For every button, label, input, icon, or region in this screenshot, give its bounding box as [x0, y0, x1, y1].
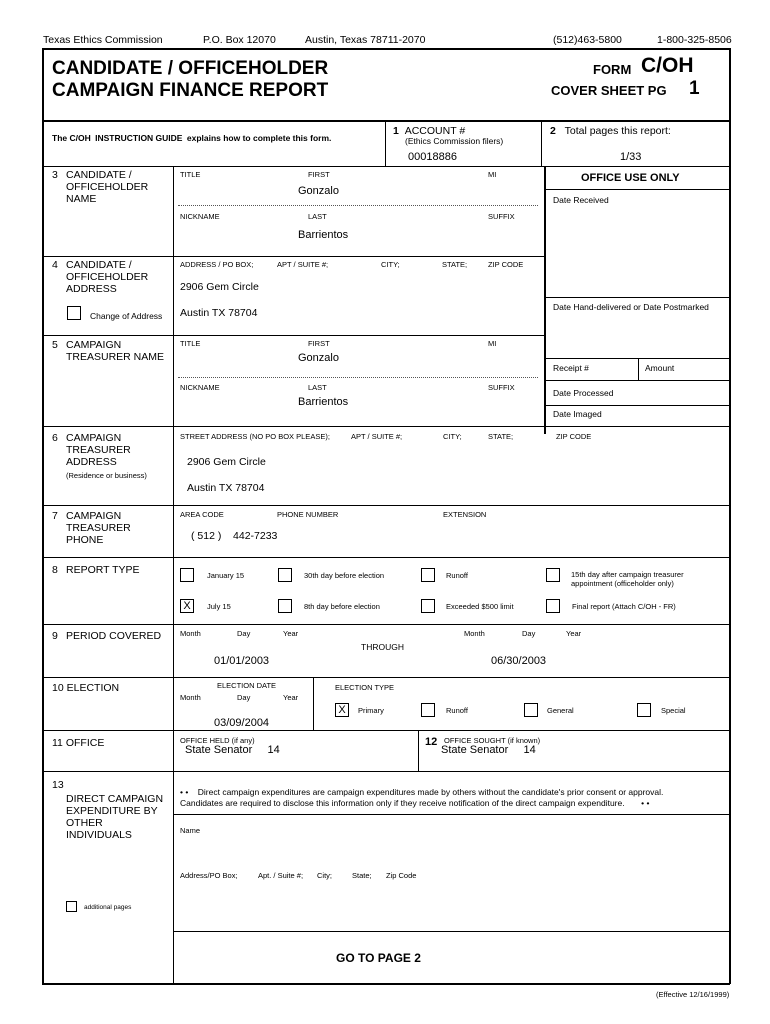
receipt-number-label: Receipt # — [553, 363, 589, 373]
date-imaged-label: Date Imaged — [553, 409, 602, 419]
sec5-mi-label: MI — [488, 339, 497, 348]
sec6-label: CAMPAIGN TREASURER ADDRESS — [66, 432, 131, 468]
sec3-last-label: LAST — [308, 212, 327, 221]
sec9-from-month-label: Month — [180, 629, 201, 638]
report-jul15-label: July 15 — [207, 602, 231, 611]
office-use-box-left — [544, 166, 546, 434]
election-day-label: Day — [237, 693, 251, 702]
office-held-value[interactable]: State Senator 14 — [185, 744, 280, 756]
sec6-apt-label: APT / SUITE #; — [351, 432, 403, 441]
election-special-checkbox[interactable] — [637, 703, 651, 717]
election-general-label: General — [547, 706, 574, 715]
sec5-nickname-label: NICKNAME — [180, 383, 220, 392]
account-number-value[interactable]: 00018886 — [408, 151, 457, 163]
sec5-number: 5 — [52, 339, 58, 351]
total-pages-label: 2 Total pages this report: — [550, 125, 671, 137]
cover-sheet-label: COVER SHEET PG — [551, 83, 667, 98]
sec6-city-state-zip[interactable]: Austin TX 78704 — [187, 482, 265, 494]
total-pages-value[interactable]: 1/33 — [620, 151, 642, 163]
report-runoff-checkbox[interactable] — [421, 568, 435, 582]
sec4-apt-label: APT / SUITE #; — [277, 260, 329, 269]
report-exceeded-label: Exceeded $500 limit — [446, 602, 514, 611]
account-sub-label: (Ethics Commission filers) — [405, 136, 504, 146]
title-divider — [42, 120, 730, 122]
sec13-zip-label: Zip Code — [386, 871, 417, 880]
form-prefix: FORM — [593, 62, 632, 77]
report-30day-checkbox[interactable] — [278, 568, 292, 582]
sec13-apt-label: Apt. / Suite #; — [258, 871, 304, 880]
sec5-label: CAMPAIGN TREASURER NAME — [66, 339, 165, 363]
sec9-through-label: THROUGH — [361, 642, 404, 652]
sec3-number: 3 — [52, 169, 58, 181]
sec3-nickname-label: NICKNAME — [180, 212, 220, 221]
sec4-label: CANDIDATE / OFFICEHOLDER ADDRESS — [66, 259, 149, 295]
sec3-label: CANDIDATE / OFFICEHOLDER NAME — [66, 169, 149, 205]
sec3-title-label: TITLE — [180, 170, 201, 179]
sec6-number: 6 — [52, 432, 58, 444]
frame-bottom — [42, 983, 730, 985]
go-to-page-2: GO TO PAGE 2 — [336, 951, 421, 965]
sec7-phone-value[interactable]: ( 512 ) 442-7233 — [191, 530, 278, 542]
sec10-label: 10 ELECTION — [52, 682, 120, 694]
sec9-to-month-label: Month — [464, 629, 485, 638]
sec7-area-code-label: AREA CODE — [180, 510, 224, 519]
instruction-prefix: The C/OH — [52, 133, 91, 143]
change-of-address-label: Change of Address — [90, 311, 163, 321]
report-8day-checkbox[interactable] — [278, 599, 292, 613]
sec9-number: 9 — [52, 630, 58, 642]
instruction-text — [52, 134, 331, 143]
amount-label: Amount — [645, 363, 675, 373]
sec5-last-label: LAST — [308, 383, 327, 392]
account-number-label: 1 ACCOUNT # — [393, 125, 466, 137]
agency-city: Austin, Texas 78711-2070 — [305, 34, 426, 46]
sec9-to-day-label: Day — [522, 629, 536, 638]
sec9-to-year-label: Year — [566, 629, 582, 638]
sec3-last-name[interactable]: Barrientos — [298, 229, 349, 241]
date-processed-label: Date Processed — [553, 388, 614, 398]
sec13-number: 13 — [52, 779, 64, 791]
date-received-label: Date Received — [553, 195, 609, 205]
change-of-address-checkbox[interactable] — [67, 306, 81, 320]
election-type-label: ELECTION TYPE — [335, 683, 395, 692]
sec13-note-line2: Candidates are required to disclose this information only if they receive notification of the direct campaign expenditure. • • — [180, 798, 650, 808]
sec13-address-label: Address/PO Box; — [180, 871, 238, 880]
sec7-phone-label: PHONE NUMBER — [277, 510, 339, 519]
sec5-suffix-label: SUFFIX — [488, 383, 515, 392]
sec6-note: (Residence or business) — [66, 471, 147, 480]
sec3-first-name[interactable]: Gonzalo — [298, 185, 339, 197]
election-date-label: ELECTION DATE — [217, 681, 277, 690]
po-box: P.O. Box 12070 — [203, 34, 276, 46]
sec4-city-state-zip[interactable]: Austin TX 78704 — [180, 307, 258, 319]
cover-page-number: 1 — [689, 78, 700, 99]
effective-date: (Effective 12/16/1999) — [656, 990, 730, 999]
election-year-label: Year — [283, 693, 299, 702]
sec4-city-label: CITY; — [381, 260, 400, 269]
sec4-number: 4 — [52, 259, 58, 271]
election-primary-label: Primary — [358, 706, 384, 715]
sec6-street-label: STREET ADDRESS (NO PO BOX PLEASE); — [180, 432, 330, 441]
report-8day-label: 8th day before election — [304, 602, 380, 611]
sec4-street[interactable]: 2906 Gem Circle — [180, 281, 259, 293]
sec8-number: 8 — [52, 564, 58, 576]
sec7-extension-label: EXTENSION — [443, 510, 487, 519]
sec5-first-name[interactable]: Gonzalo — [298, 352, 339, 364]
report-exceeded-checkbox[interactable] — [421, 599, 435, 613]
agency-tollfree: 1-800-325-8506 — [657, 34, 732, 46]
election-primary-checkbox[interactable]: X — [335, 703, 349, 717]
frame-left — [42, 48, 44, 984]
election-runoff-checkbox[interactable] — [421, 703, 435, 717]
period-from-date[interactable]: 01/01/2003 — [214, 655, 270, 667]
sec6-zip-label: ZIP CODE — [556, 432, 592, 441]
form-title-line1: CANDIDATE / OFFICEHOLDER — [52, 58, 329, 79]
report-final-label: Final report (Attach C/OH - FR) — [572, 602, 676, 611]
report-15day-label: 15th day after campaign treasurer appointment (officeholder only) — [571, 570, 684, 588]
sec11-label: 11 OFFICE — [52, 737, 105, 749]
sec6-city-label: CITY; — [443, 432, 462, 441]
sec6-street[interactable]: 2906 Gem Circle — [187, 456, 266, 468]
label-column-divider — [173, 166, 174, 984]
election-general-checkbox[interactable] — [524, 703, 538, 717]
report-runoff-label: Runoff — [446, 571, 468, 580]
sec12-number: 12 — [425, 736, 438, 748]
sec9-from-year-label: Year — [283, 629, 299, 638]
sec9-label: PERIOD COVERED — [66, 630, 162, 642]
report-final-checkbox[interactable] — [546, 599, 560, 613]
sec7-label: CAMPAIGN TREASURER PHONE — [66, 510, 131, 546]
instruction-guide-link[interactable]: INSTRUCTION GUIDE — [95, 133, 183, 143]
sec9-from-day-label: Day — [237, 629, 251, 638]
sec8-label: REPORT TYPE — [66, 564, 140, 576]
report-jul15-checkbox[interactable]: X — [180, 599, 194, 613]
office-sought-value[interactable]: State Senator 14 — [441, 744, 536, 756]
election-date-value[interactable]: 03/09/2004 — [214, 717, 270, 729]
election-runoff-label: Runoff — [446, 706, 468, 715]
agency-name: Texas Ethics Commission — [43, 34, 163, 46]
instruction-suffix: explains how to complete this form. — [186, 133, 332, 143]
office-use-title: OFFICE USE ONLY — [581, 172, 680, 184]
election-month-label: Month — [180, 693, 201, 702]
additional-pages-label: additional pages — [84, 904, 132, 911]
sec6-state-label: STATE; — [488, 432, 514, 441]
sec7-number: 7 — [52, 510, 58, 522]
report-15day-checkbox[interactable] — [546, 568, 560, 582]
sec13-name-label: Name — [180, 826, 201, 835]
election-special-label: Special — [661, 706, 686, 715]
sec4-address-label: ADDRESS / PO BOX; — [180, 260, 254, 269]
sec5-title-label: TITLE — [180, 339, 201, 348]
additional-pages-checkbox[interactable] — [66, 901, 77, 912]
date-hand-delivered-label: Date Hand-delivered or Date Postmarked — [553, 302, 709, 312]
form-title-line2: CAMPAIGN FINANCE REPORT — [52, 80, 329, 101]
office-held-label: OFFICE HELD (if any) — [180, 736, 255, 745]
agency-phone: (512)463-5800 — [553, 34, 622, 46]
office-sought-label: OFFICE SOUGHT (if known) — [444, 736, 541, 745]
report-jan15-label: January 15 — [207, 571, 245, 580]
sec13-note-line1: • • Direct campaign expenditures are campaign expenditures made by others without the candidate's prior consent or approval. — [180, 787, 664, 797]
sec13-city-label: City; — [317, 871, 332, 880]
sec3-first-label: FIRST — [308, 170, 330, 179]
sec13-state-label: State; — [352, 871, 372, 880]
period-to-date[interactable]: 06/30/2003 — [491, 655, 547, 667]
sec5-first-label: FIRST — [308, 339, 330, 348]
frame-top — [42, 48, 730, 50]
sec3-suffix-label: SUFFIX — [488, 212, 515, 221]
sec5-last-name[interactable]: Barrientos — [298, 396, 349, 408]
sec13-label: DIRECT CAMPAIGN EXPENDITURE BY OTHER INDIVIDUALS — [66, 793, 164, 841]
sec4-state-label: STATE; — [442, 260, 468, 269]
form-code: C/OH — [641, 54, 694, 77]
sec4-zip-label: ZIP CODE — [488, 260, 524, 269]
sec3-mi-label: MI — [488, 170, 497, 179]
report-30day-label: 30th day before election — [304, 571, 385, 580]
report-jan15-checkbox[interactable] — [180, 568, 194, 582]
